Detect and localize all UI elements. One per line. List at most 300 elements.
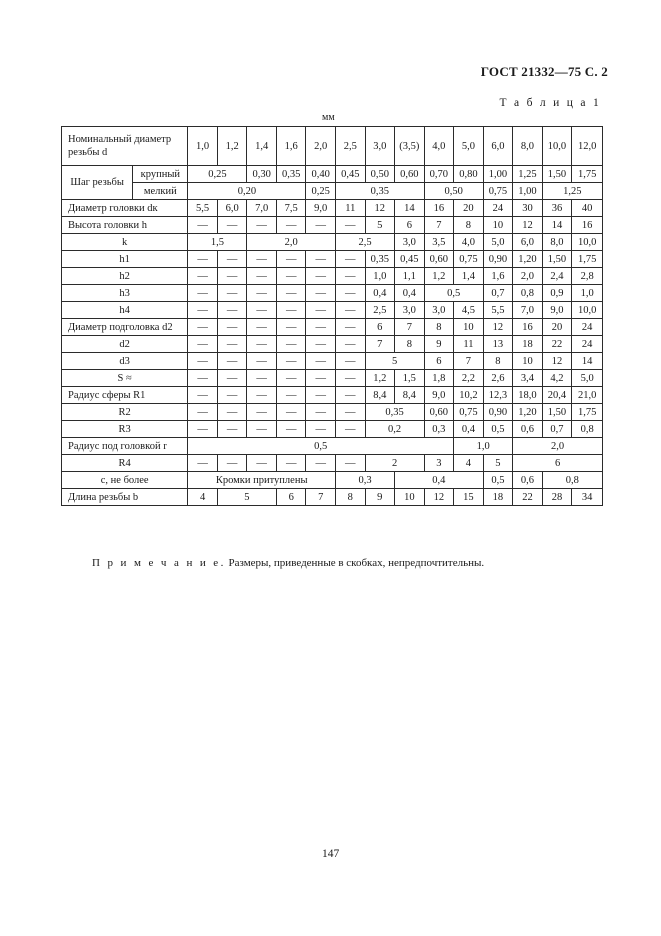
- table-cell: —: [217, 353, 247, 370]
- row-d2: [62, 336, 603, 353]
- table-cell: 8: [483, 353, 513, 370]
- table-cell: 15: [454, 489, 484, 506]
- row-label: Радиус под головкой r: [62, 438, 188, 455]
- row-label: S ≈: [62, 370, 188, 387]
- table-cell: —: [247, 404, 277, 421]
- table-cell: 10,2: [454, 387, 484, 404]
- row-h2: [62, 268, 603, 285]
- table-cell: 8,4: [365, 387, 395, 404]
- table-cell: 1,6: [483, 268, 513, 285]
- table-cell: 9,0: [306, 200, 336, 217]
- table-cell: 10: [454, 319, 484, 336]
- table-cell: 1,00: [513, 183, 543, 200]
- table-cell: —: [217, 217, 247, 234]
- table-cell: 1,4: [454, 268, 484, 285]
- table-cell: 9: [424, 336, 454, 353]
- table-cell: —: [306, 455, 336, 472]
- table-cell: 2,4: [542, 268, 572, 285]
- table-cell: —: [217, 302, 247, 319]
- table-cell: —: [217, 285, 247, 302]
- table-cell: 22: [513, 489, 543, 506]
- table-cell: 3,5: [424, 234, 454, 251]
- table-cell: —: [247, 285, 277, 302]
- table-cell: —: [247, 251, 277, 268]
- table-cell: —: [336, 421, 366, 438]
- table-cell: 21,0: [572, 387, 603, 404]
- table-cell: —: [336, 302, 366, 319]
- table-cell: 0,80: [454, 166, 484, 183]
- table-cell: 0,60: [424, 404, 454, 421]
- table-cell: 30: [513, 200, 543, 217]
- table-cell: —: [336, 336, 366, 353]
- table-cell: 4,0: [424, 127, 454, 166]
- table-cell: 14: [395, 200, 425, 217]
- table-cell: —: [188, 387, 218, 404]
- table-cell: 5: [217, 489, 276, 506]
- table-cell: 1,50: [542, 251, 572, 268]
- table-cell: 12: [483, 319, 513, 336]
- row-nominal-diameter: [62, 127, 603, 166]
- table-cell: —: [276, 387, 306, 404]
- table-cell: 2,0: [513, 268, 543, 285]
- table-cell: 24: [483, 200, 513, 217]
- table-cell: 0,60: [424, 251, 454, 268]
- row-s: [62, 370, 603, 387]
- table-cell: 0,4: [454, 421, 484, 438]
- table-cell: 5: [483, 455, 513, 472]
- row-pitch-coarse: [62, 166, 603, 183]
- note-lead: П р и м е ч а н и е.: [92, 557, 226, 569]
- table-cell: 7,5: [276, 200, 306, 217]
- table-cell: 10: [513, 353, 543, 370]
- dimensions-table: [61, 126, 603, 506]
- table-cell: —: [217, 404, 247, 421]
- table-cell: 0,25: [188, 166, 247, 183]
- table-cell: 0,35: [365, 404, 424, 421]
- table-cell: 16: [572, 217, 603, 234]
- row-label: Высота головки h: [62, 217, 188, 234]
- table-cell: 9,0: [542, 302, 572, 319]
- table-cell: 0,6: [513, 421, 543, 438]
- row-label: h4: [62, 302, 188, 319]
- table-cell: —: [188, 319, 218, 336]
- table-cell: 20: [454, 200, 484, 217]
- table-cell: 6: [424, 353, 454, 370]
- table-cell: 0,5: [483, 472, 513, 489]
- table-cell: 0,50: [424, 183, 483, 200]
- table-cell: 16: [424, 200, 454, 217]
- table-cell: 5,0: [454, 127, 484, 166]
- table-cell: —: [306, 251, 336, 268]
- table-cell: 1,4: [247, 127, 277, 166]
- table-cell: 2,5: [336, 127, 366, 166]
- table-cell: 2,5: [336, 234, 395, 251]
- table-cell: —: [247, 319, 277, 336]
- table-cell: 9,0: [424, 387, 454, 404]
- table-cell: 8: [395, 336, 425, 353]
- table-cell: —: [306, 404, 336, 421]
- row-pitch-fine: [62, 183, 603, 200]
- page-number: 147: [322, 848, 340, 860]
- table-cell: 8: [336, 489, 366, 506]
- table-cell: 0,35: [365, 251, 395, 268]
- table-cell: —: [188, 336, 218, 353]
- table-cell: —: [247, 353, 277, 370]
- table-cell: —: [306, 336, 336, 353]
- table-cell: 1,0: [365, 268, 395, 285]
- table-cell: 1,00: [483, 166, 513, 183]
- table-cell: —: [336, 387, 366, 404]
- table-cell: 12,3: [483, 387, 513, 404]
- table-cell: 12: [365, 200, 395, 217]
- table-cell: —: [276, 319, 306, 336]
- table-cell: 4: [188, 489, 218, 506]
- table-cell: —: [188, 251, 218, 268]
- table-cell: 0,45: [395, 251, 425, 268]
- table-cell: —: [217, 268, 247, 285]
- row-r2: [62, 404, 603, 421]
- row-label: R3: [62, 421, 188, 438]
- table-cell: —: [306, 268, 336, 285]
- table-cell: 24: [572, 336, 603, 353]
- row-r4: [62, 455, 603, 472]
- table-cell: —: [336, 353, 366, 370]
- table-cell: —: [306, 285, 336, 302]
- table-cell: 3,0: [365, 127, 395, 166]
- table-cell: 1,75: [572, 404, 603, 421]
- table-cell: —: [247, 336, 277, 353]
- table-cell: —: [276, 353, 306, 370]
- table-cell: 0,40: [306, 166, 336, 183]
- table-cell: 4: [454, 455, 484, 472]
- table-cell: 11: [336, 200, 366, 217]
- row-label: h2: [62, 268, 188, 285]
- table-cell: 18: [513, 336, 543, 353]
- table-cell: 6: [395, 217, 425, 234]
- table-cell: —: [276, 285, 306, 302]
- table-cell: —: [306, 217, 336, 234]
- table-cell: —: [188, 370, 218, 387]
- table-cell: 3,0: [395, 234, 425, 251]
- table-cell: —: [217, 319, 247, 336]
- table-cell: —: [217, 336, 247, 353]
- table-cell: 0,3: [336, 472, 395, 489]
- table-cell: 34: [572, 489, 603, 506]
- row-label: h1: [62, 251, 188, 268]
- row-d3: [62, 353, 603, 370]
- table-cell: 1,0: [454, 438, 513, 455]
- table-cell: —: [247, 421, 277, 438]
- table-cell: —: [276, 421, 306, 438]
- table-cell: 24: [572, 319, 603, 336]
- table-cell: 12: [513, 217, 543, 234]
- table-cell: 5,0: [483, 234, 513, 251]
- table-cell: 0,45: [336, 166, 366, 183]
- row-label: Диаметр головки dк: [62, 200, 188, 217]
- table-cell: —: [247, 217, 277, 234]
- table-cell: 1,6: [276, 127, 306, 166]
- table-cell: 0,25: [306, 183, 336, 200]
- table-cell: 0,8: [542, 472, 602, 489]
- table-cell: 0,90: [483, 251, 513, 268]
- row-label: крупный: [133, 166, 188, 183]
- table-cell: —: [276, 251, 306, 268]
- table-cell: —: [188, 353, 218, 370]
- table-cell: —: [188, 421, 218, 438]
- table-cell: 7: [306, 489, 336, 506]
- table-cell: 7,0: [247, 200, 277, 217]
- table-cell: —: [336, 404, 366, 421]
- table-cell: 2,8: [572, 268, 603, 285]
- table-cell: 5,5: [483, 302, 513, 319]
- table-cell: —: [306, 319, 336, 336]
- table-cell: —: [306, 387, 336, 404]
- row-underhead-radius: [62, 438, 603, 455]
- table-cell: 8: [454, 217, 484, 234]
- table-cell: 0,4: [365, 285, 395, 302]
- table-cell: 3,0: [424, 302, 454, 319]
- table-cell: 11: [454, 336, 484, 353]
- table-cell: 7: [365, 336, 395, 353]
- document-header: ГОСТ 21332—75 С. 2: [480, 64, 608, 79]
- table-cell: —: [188, 217, 218, 234]
- table-cell: 9: [365, 489, 395, 506]
- table-cell: 4,0: [454, 234, 484, 251]
- table-cell: —: [217, 455, 247, 472]
- table-cell: 0,50: [365, 166, 395, 183]
- table-cell: 12: [424, 489, 454, 506]
- table-cell: 2,2: [454, 370, 484, 387]
- table-cell: 0,5: [424, 285, 483, 302]
- table-cell: —: [336, 268, 366, 285]
- table-cell: 6,0: [217, 200, 247, 217]
- table-cell: Кромки притуплены: [188, 472, 336, 489]
- table-cell: 1,5: [395, 370, 425, 387]
- row-label: d2: [62, 336, 188, 353]
- table-cell: 6: [513, 455, 603, 472]
- table-cell: 0,4: [395, 472, 484, 489]
- table-cell: —: [247, 268, 277, 285]
- table-cell: 0,3: [424, 421, 454, 438]
- table-cell: 0,35: [336, 183, 425, 200]
- table-cell: —: [276, 302, 306, 319]
- table-cell: 0,35: [276, 166, 306, 183]
- table-cell: 6,0: [513, 234, 543, 251]
- row-label: Радиус сферы R1: [62, 387, 188, 404]
- table-cell: 13: [483, 336, 513, 353]
- table-cell: (3,5): [395, 127, 425, 166]
- row-label: Шаг резьбы: [62, 166, 133, 200]
- table-cell: 12,0: [572, 127, 603, 166]
- table-cell: 5,0: [572, 370, 603, 387]
- table-cell: —: [336, 455, 366, 472]
- table-cell: 7: [454, 353, 484, 370]
- table-cell: 2,0: [513, 438, 603, 455]
- table-cell: 0,9: [542, 285, 572, 302]
- table-cell: 10: [395, 489, 425, 506]
- row-head-height: [62, 217, 603, 234]
- table-cell: —: [306, 421, 336, 438]
- table-cell: 8: [424, 319, 454, 336]
- table-cell: —: [188, 302, 218, 319]
- table-cell: 1,20: [513, 404, 543, 421]
- table-cell: —: [247, 387, 277, 404]
- table-cell: 0,6: [513, 472, 543, 489]
- table-cell: 0,5: [483, 421, 513, 438]
- table-cell: 8,0: [542, 234, 572, 251]
- row-label: d3: [62, 353, 188, 370]
- table-cell: 1,8: [424, 370, 454, 387]
- table-cell: 1,75: [572, 251, 603, 268]
- table-cell: 7: [424, 217, 454, 234]
- table-cell: 36: [542, 200, 572, 217]
- table-cell: 2,5: [365, 302, 395, 319]
- table-cell: 0,7: [542, 421, 572, 438]
- table-cell: 0,70: [424, 166, 454, 183]
- table-cell: 6: [276, 489, 306, 506]
- table-cell: 1,20: [513, 251, 543, 268]
- row-underhead-diameter: [62, 319, 603, 336]
- row-label: Номинальный диаметр резьбы d: [62, 127, 188, 166]
- table-cell: 6: [365, 319, 395, 336]
- table-body: [62, 127, 603, 506]
- table-cell: 1,5: [188, 234, 247, 251]
- table-cell: —: [336, 319, 366, 336]
- table-cell: 0,60: [395, 166, 425, 183]
- table-cell: 22: [542, 336, 572, 353]
- table-cell: 12: [542, 353, 572, 370]
- note-text: Размеры, приведенные в скобках, непредпочтительны.: [225, 557, 485, 569]
- row-chamfer: [62, 472, 603, 489]
- table-cell: —: [188, 455, 218, 472]
- table-cell: 0,20: [188, 183, 306, 200]
- table-cell: 1,0: [572, 285, 603, 302]
- table-cell: 1,25: [542, 183, 602, 200]
- table-cell: 0,2: [365, 421, 424, 438]
- table-cell: 0,8: [513, 285, 543, 302]
- table-cell: —: [336, 370, 366, 387]
- table-cell: 20,4: [542, 387, 572, 404]
- table-cell: 1,25: [513, 166, 543, 183]
- table-cell: 40: [572, 200, 603, 217]
- table-cell: —: [247, 302, 277, 319]
- table-cell: 5,5: [188, 200, 218, 217]
- table-cell: 1,75: [572, 166, 603, 183]
- table-cell: 1,50: [542, 404, 572, 421]
- table-cell: 2,0: [306, 127, 336, 166]
- table-cell: 1,1: [395, 268, 425, 285]
- table-cell: 0,75: [454, 251, 484, 268]
- table-cell: 5: [365, 353, 424, 370]
- table-cell: —: [336, 251, 366, 268]
- table-cell: 8,4: [395, 387, 425, 404]
- table-cell: 10,0: [542, 127, 572, 166]
- table-cell: 16: [513, 319, 543, 336]
- table-cell: 10: [483, 217, 513, 234]
- table-cell: 28: [542, 489, 572, 506]
- table-cell: —: [188, 285, 218, 302]
- table-cell: 0,4: [395, 285, 425, 302]
- table-cell: 3,0: [395, 302, 425, 319]
- table-cell: 1,0: [188, 127, 218, 166]
- table-cell: —: [306, 302, 336, 319]
- table-cell: 3,4: [513, 370, 543, 387]
- table-cell: 2,6: [483, 370, 513, 387]
- table-cell: —: [217, 387, 247, 404]
- row-label: c, не более: [62, 472, 188, 489]
- row-label: k: [62, 234, 188, 251]
- table-cell: 1,2: [424, 268, 454, 285]
- table-cell: 18: [483, 489, 513, 506]
- units-label: мм: [322, 112, 335, 123]
- table-cell: —: [276, 370, 306, 387]
- table-cell: —: [276, 217, 306, 234]
- table-cell: 4,5: [454, 302, 484, 319]
- row-h3: [62, 285, 603, 302]
- table-cell: 3: [424, 455, 454, 472]
- table-cell: 7,0: [513, 302, 543, 319]
- row-sphere-radius: [62, 387, 603, 404]
- table-cell: —: [276, 268, 306, 285]
- row-label: R2: [62, 404, 188, 421]
- table-cell: —: [276, 455, 306, 472]
- table-cell: —: [217, 370, 247, 387]
- table-cell: —: [247, 455, 277, 472]
- table-cell: 0,5: [188, 438, 454, 455]
- table-cell: 1,2: [217, 127, 247, 166]
- table-cell: —: [336, 217, 366, 234]
- table-cell: —: [336, 285, 366, 302]
- table-cell: 20: [542, 319, 572, 336]
- table-cell: 7: [395, 319, 425, 336]
- table-cell: 0,90: [483, 404, 513, 421]
- table-cell: —: [217, 251, 247, 268]
- table-note: [92, 557, 484, 569]
- table-cell: 14: [542, 217, 572, 234]
- row-label: R4: [62, 455, 188, 472]
- table-cell: —: [188, 268, 218, 285]
- row-label: Длина резьбы b: [62, 489, 188, 506]
- row-thread-length: [62, 489, 603, 506]
- table-cell: —: [247, 370, 277, 387]
- row-label: h3: [62, 285, 188, 302]
- table-cell: 5: [365, 217, 395, 234]
- table-cell: —: [276, 336, 306, 353]
- table-cell: 2,0: [247, 234, 336, 251]
- table-cell: 8,0: [513, 127, 543, 166]
- table-cell: —: [306, 353, 336, 370]
- table-cell: 0,75: [454, 404, 484, 421]
- table-cell: 6,0: [483, 127, 513, 166]
- row-label: мелкий: [133, 183, 188, 200]
- row-r3: [62, 421, 603, 438]
- table-title: Т а б л и ц а 1: [499, 97, 601, 109]
- table-cell: 1,2: [365, 370, 395, 387]
- table-cell: 1,50: [542, 166, 572, 183]
- table-cell: 18,0: [513, 387, 543, 404]
- table-cell: 0,7: [483, 285, 513, 302]
- table-cell: 0,8: [572, 421, 603, 438]
- table-cell: 10,0: [572, 234, 603, 251]
- table-cell: 14: [572, 353, 603, 370]
- row-h1: [62, 251, 603, 268]
- table-cell: 4,2: [542, 370, 572, 387]
- table-cell: 2: [365, 455, 424, 472]
- table-cell: —: [306, 370, 336, 387]
- row-label: Диаметр подголовка d2: [62, 319, 188, 336]
- table-cell: 0,75: [483, 183, 513, 200]
- row-h4: [62, 302, 603, 319]
